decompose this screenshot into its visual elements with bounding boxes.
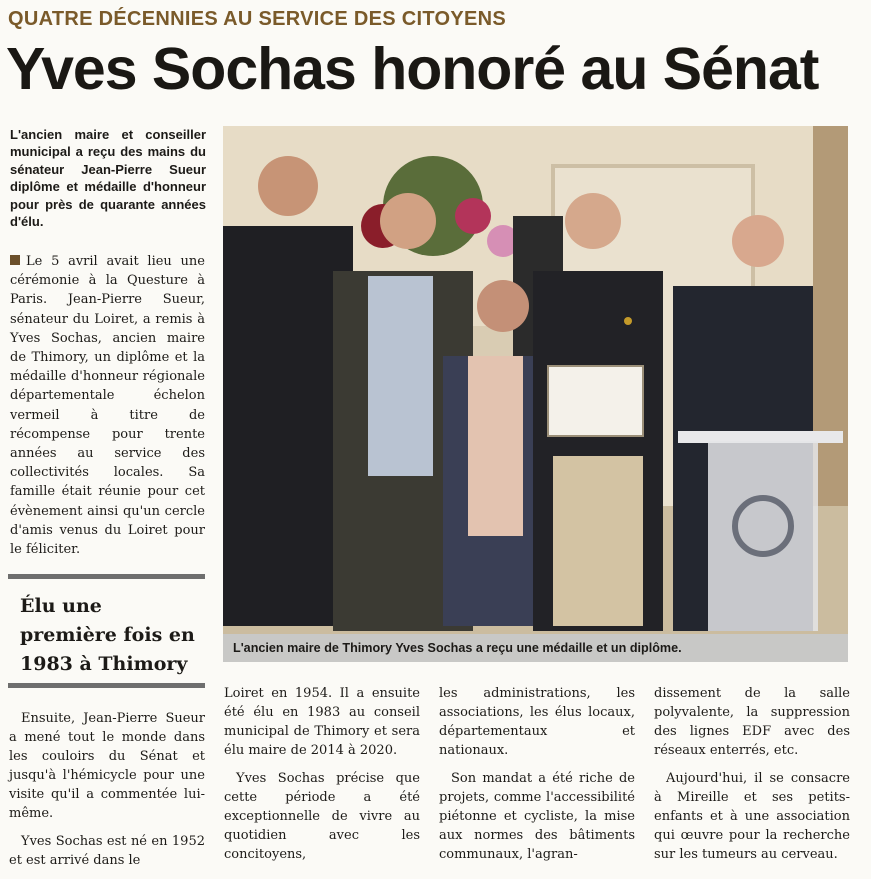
column-paragraph: Aujourd'hui, il se consacre à Mireille et ses petits-enfants et à une association qui œuvre pour la recherche sur les tumeurs au cerveau. <box>654 771 850 862</box>
column-paragraph: Yves Sochas est né en 1952 et est arrivé dans le <box>9 834 205 868</box>
article-headline: Yves Sochas honoré au Sénat <box>6 36 819 102</box>
text-column-4 <box>654 684 850 873</box>
text-column-2 <box>224 684 420 873</box>
bottom-rule <box>8 683 205 688</box>
ceremony-photo <box>223 126 848 634</box>
column-paragraph: les administrations, les associations, les élus locaux, départementaux et nationaux. <box>439 686 635 758</box>
column-paragraph: Loiret en 1954. Il a ensuite été élu en 1983 au conseil municipal de Thimory et sera élu maire de 2014 à 2020. <box>224 686 420 758</box>
column-paragraph: Yves Sochas précise que cette période a été exceptionnelle de vivre au quotidien avec les concitoyens, <box>224 771 420 862</box>
column-paragraph: Ensuite, Jean-Pierre Sueur a mené tout le monde dans les couloirs du Sénat et jusqu'à l'hémicycle pour une visite qu'il a commentée lui-même. <box>9 711 205 821</box>
column-paragraph: Son mandat a été riche de projets, comme l'accessibilité piétonne et cycliste, la mise aux normes des bâtiments communaux, l'agran- <box>439 771 635 862</box>
article-intro: L'ancien maire et conseiller municipal a reçu des mains du sénateur Jean-Pierre Sueur diplôme et médaille d'honneur pour près de quarante années d'élu. <box>10 127 206 230</box>
square-bullet-icon <box>10 255 20 265</box>
text-column-3 <box>439 684 635 873</box>
column-paragraph: dissement de la salle polyvalente, la suppression des lignes EDF avec des réseaux enterrés, etc. <box>654 686 850 758</box>
top-rule <box>8 574 205 579</box>
article-subhead: Élu une première fois en 1983 à Thimory <box>20 595 195 675</box>
lead-paragraph <box>10 252 205 559</box>
lead-text: Le 5 avril avait lieu une cérémonie à la Questure à Paris. Jean-Pierre Sueur, sénateur du Loiret, a remis à Yves Sochas, ancien maire de Thimory, un diplôme et la médaille d'honneur régionale départementale échelon vermeil à titre de récompense pour trente années au service des collectivités locales. Sa famille était réunie pour cet évènement ainsi qu'un cercle d'amis venus du Loiret pour le féliciter. <box>10 254 205 558</box>
photo-caption: L'ancien maire de Thimory Yves Sochas a reçu une médaille et un diplôme. <box>223 634 848 662</box>
ceremony-photo-illustration <box>223 126 848 634</box>
text-column-1 <box>9 709 205 879</box>
article-kicker: QUATRE DÉCENNIES AU SERVICE DES CITOYENS <box>8 8 507 30</box>
